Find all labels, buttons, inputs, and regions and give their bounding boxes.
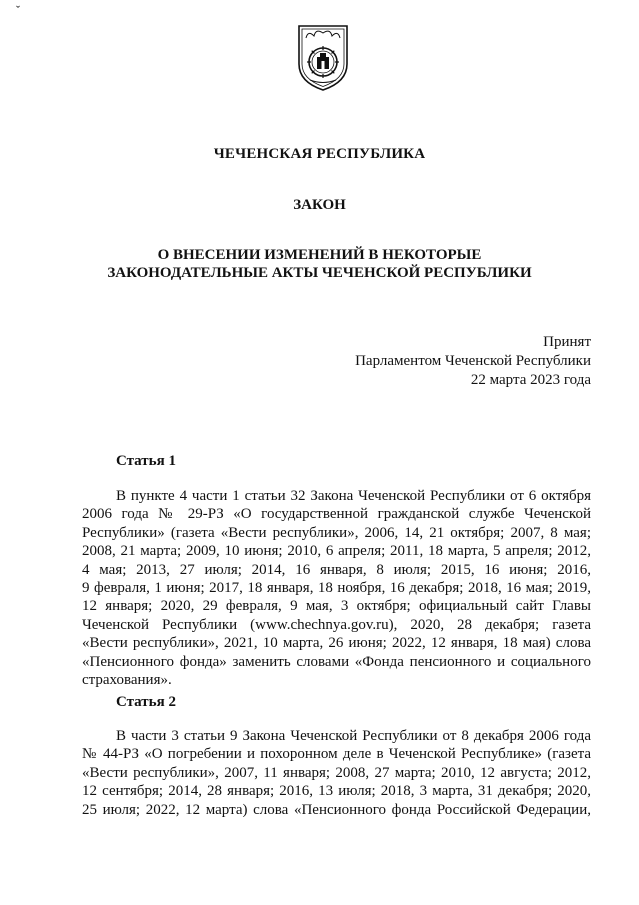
adoption-block: [355, 333, 591, 390]
adoption-line: 22 марта 2023 года: [470, 372, 591, 388]
republic-heading: ЧЕЧЕНСКАЯ РЕСПУБЛИКА: [213, 146, 426, 162]
adoption-line: Парламентом Чеченской Республики: [355, 353, 591, 369]
paragraph-line: «Вести республики», 2007, 11 января; 2008, 27 марта; 2010, 12 августа; 2012,: [82, 764, 591, 781]
paragraph-line: 25 июля; 2022, 12 марта) слова «Пенсионного фонда Российской Федерации,: [82, 801, 591, 818]
document-type-heading: ЗАКОН: [293, 197, 346, 213]
law-title-line: О ВНЕСЕНИИ ИЗМЕНЕНИЙ В НЕКОТОРЫЕ: [157, 247, 482, 263]
paragraph-line: 2008, 21 марта; 2009, 10 июня; 2010, 6 апреля; 2011, 18 марта, 5 апреля; 2012,: [82, 543, 591, 560]
paragraph-line: В части 3 статьи 9 Закона Чеченской Республики от 8 декабря 2006 года: [116, 728, 591, 744]
coat-of-arms-emblem-icon: [296, 24, 350, 92]
paragraph-line: Республики» (газета «Вести республики», 2006, 14, 21 октября; 2007, 8 мая;: [82, 524, 591, 541]
adoption-line: Принят: [543, 334, 591, 350]
article-1-title: Статья 1: [116, 453, 176, 469]
article-1-paragraph: [82, 487, 591, 689]
paragraph-line: В пункте 4 части 1 статьи 32 Закона Чеченской Республики от 6 октября: [116, 488, 591, 504]
paragraph-line: 12 сентября; 2014, 28 января; 2016, 13 июля; 2018, 3 марта, 31 декабря; 2020,: [82, 783, 591, 800]
paragraph-line: «Пенсионного фонда» заменить словами «Фонда пенсионного и социального: [82, 653, 591, 670]
paragraph-line: № 44-РЗ «О погребении и похоронном деле в Чеченской Республике» (газета: [82, 746, 591, 763]
paragraph-line: «Вести республики», 2021, 10 марта, 26 июня; 2022, 12 января, 18 мая) слова: [82, 635, 591, 652]
article-2-paragraph: [82, 727, 591, 819]
article-2-title: Статья 2: [116, 694, 176, 710]
paragraph-line: страхования».: [82, 671, 172, 688]
paragraph-line: 12 января; 2020, 29 февраля, 9 мая, 3 октября; официальный сайт Главы: [82, 598, 591, 615]
paragraph-line: Чеченской Республики (www.chechnya.gov.ru), 2020, 28 декабря; газета: [82, 616, 591, 633]
paragraph-line: 4 мая; 2013, 27 июля; 2014, 16 января, 8 июля; 2015, 16 июня; 2016,: [82, 561, 591, 578]
paragraph-line: 2006 года № 29-РЗ «О государственной гражданской службе Чеченской: [82, 506, 591, 523]
law-title-line: ЗАКОНОДАТЕЛЬНЫЕ АКТЫ ЧЕЧЕНСКОЙ РЕСПУБЛИКИ: [107, 265, 532, 281]
corner-mark: ˇ: [16, 3, 20, 17]
paragraph-line: 9 февраля, 1 июня; 2017, 18 января, 18 ноября, 16 декабря; 2018, 16 мая; 2019,: [82, 579, 591, 596]
